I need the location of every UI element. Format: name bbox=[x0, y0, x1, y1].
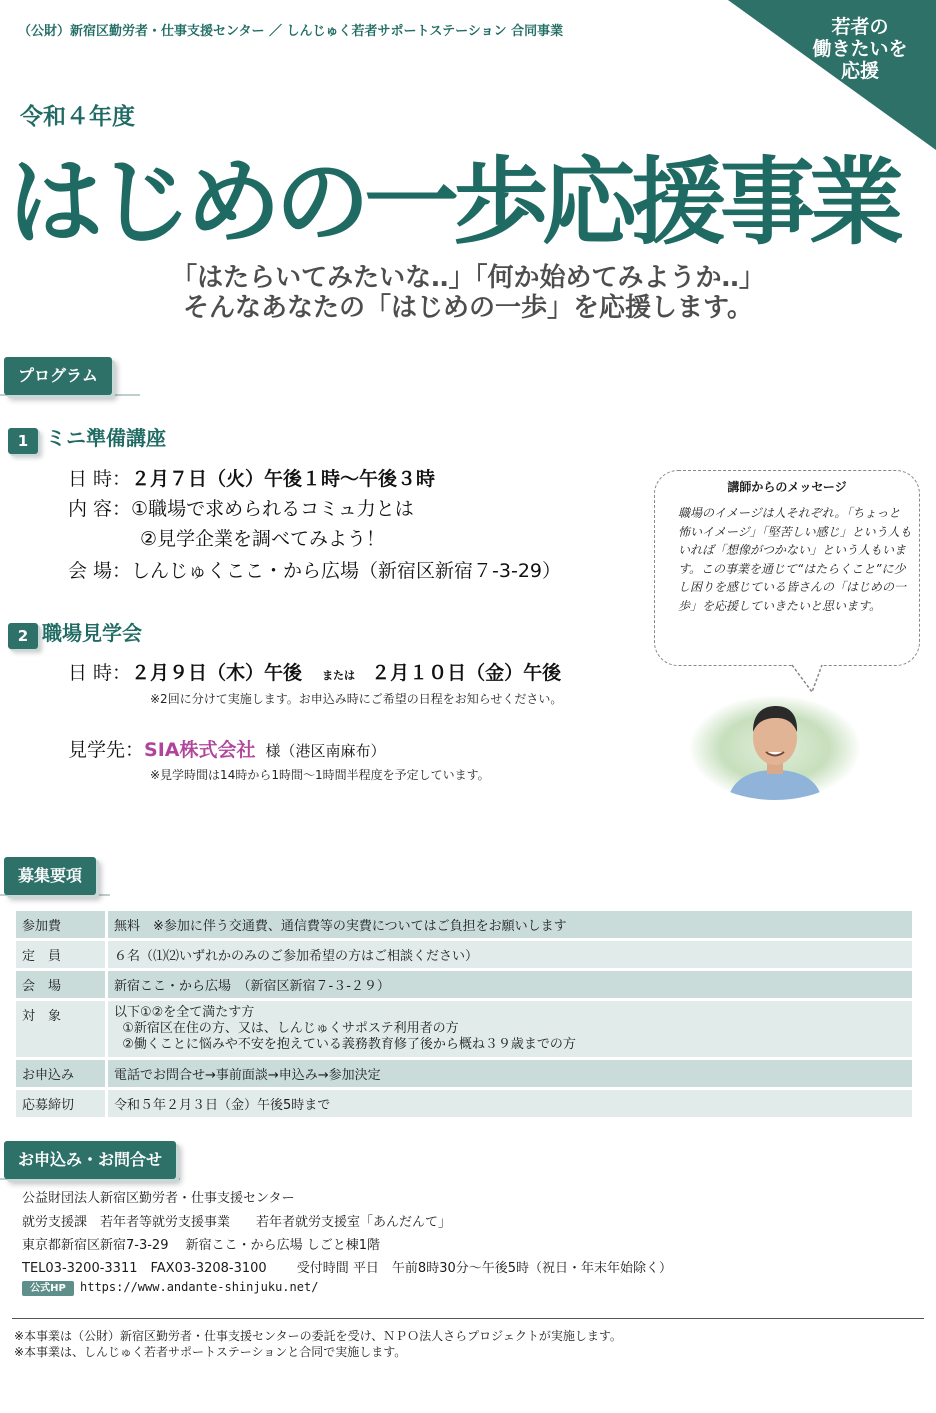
requirements-table bbox=[16, 908, 912, 1120]
visit-date bbox=[68, 658, 561, 685]
footer-divider bbox=[12, 1318, 924, 1319]
contact-address: 東京都新宿区新宿7-3-29 新宿ここ・から広場 しごと棟1階 bbox=[22, 1238, 381, 1253]
table-row bbox=[16, 1060, 912, 1087]
venue-label: 会 場： bbox=[68, 560, 132, 582]
row-label: お申込み bbox=[16, 1060, 108, 1087]
content-line-2: ②見学企業を調べてみよう！ bbox=[140, 528, 386, 550]
subcopy-line-2: そんなあなたの「はじめの一歩」を応援します。 bbox=[183, 293, 753, 323]
row-value: ６名（⑴⑵いずれかのみのご参加希望の方はご相談ください） bbox=[108, 941, 912, 968]
date-label: 日 時： bbox=[68, 662, 132, 684]
table-row bbox=[16, 971, 912, 998]
fiscal-year: 令和４年度 bbox=[20, 104, 135, 130]
row-value: 無料 ※参加に伴う交通費、通信費等の実費についてはご負担をお願いします bbox=[108, 911, 912, 938]
program-number-2: 2 bbox=[8, 623, 38, 649]
table-row bbox=[16, 1090, 912, 1117]
table-row bbox=[16, 1001, 912, 1057]
row-value: 以下①②を全て満たす方 ①新宿区在住の方、又は、しんじゅくサポステ利用者の方 ②働くことに悩みや不安を抱えている義務教育修了後から概ね３９歳までの方 bbox=[108, 1001, 912, 1057]
subcopy-line-1: 「はたらいてみたいな‥」「何か始めてみようか‥」 bbox=[171, 263, 765, 293]
footer-note-1: ※本事業は（公財）新宿区勤労者・仕事支援センターの委託を受け、ＮＰＯ法人さらプロジェクトが実施します。 bbox=[14, 1329, 622, 1343]
message-title: 講師からのメッセージ bbox=[727, 480, 847, 494]
row-label: 会 場 bbox=[16, 971, 108, 998]
row-label: 定 員 bbox=[16, 941, 108, 968]
organizers-line: （公財）新宿区勤労者・仕事支援センター ／ しんじゅく若者サポートステーション 合同事業 bbox=[18, 24, 564, 39]
visit-label: 見学先： bbox=[68, 739, 145, 761]
date-value: ２月７日（火）午後１時～午後３時 bbox=[131, 468, 436, 490]
footer-note-2: ※本事業は、しんじゅく若者サポートステーションと合同で実施します。 bbox=[14, 1345, 407, 1359]
date-label: 日 時： bbox=[68, 468, 132, 490]
or-word: または bbox=[322, 669, 356, 682]
mini-course-content bbox=[68, 494, 414, 521]
section-tab-contact: お申込み・お問合せ bbox=[4, 1141, 176, 1179]
row-label: 参加費 bbox=[16, 911, 108, 938]
corner-badge bbox=[790, 16, 930, 82]
mini-course-venue bbox=[68, 556, 561, 583]
row-label: 応募締切 bbox=[16, 1090, 108, 1117]
company-name: SIA株式会社 bbox=[144, 739, 256, 761]
row-value: 電話でお問合せ→事前面談→申込み→参加決定 bbox=[108, 1060, 912, 1087]
visit-destination bbox=[68, 735, 386, 762]
visit-note: ※見学時間は14時から1時間～1時間半程度を予定しています。 bbox=[150, 768, 490, 782]
venue-value: しんじゅくここ・から広場（新宿区新宿７-3-29） bbox=[131, 560, 562, 582]
row-value: 令和５年２月３日（金）午後5時まで bbox=[108, 1090, 912, 1117]
section-tab-program: プログラム bbox=[4, 357, 112, 395]
table-row bbox=[16, 941, 912, 968]
contact-dept: 就労支援課 若年者等就労支援事業 若年者就労支援室「あんだんて」 bbox=[22, 1215, 452, 1230]
program-title-1: ミニ準備講座 bbox=[46, 426, 166, 450]
hp-badge: 公式HP bbox=[22, 1281, 74, 1296]
corner-badge-line-3: 応援 bbox=[840, 60, 879, 82]
date-option-2: ２月１０日（金）午後 bbox=[371, 662, 562, 684]
row-value: 新宿ここ・から広場 （新宿区新宿７-３-２９） bbox=[108, 971, 912, 998]
contact-phone: TEL03-3200-3311 FAX03-3208-3100 受付時間 平日 午前8時30分～午後5時（祝日・年末年始除く） bbox=[22, 1261, 673, 1276]
page-title: はじめの一歩応援事業 bbox=[8, 148, 899, 258]
table-row bbox=[16, 911, 912, 938]
instructor-illustration bbox=[690, 696, 860, 800]
row-label: 対 象 bbox=[16, 1001, 108, 1057]
instructor-photo bbox=[690, 696, 860, 800]
content-label: 内 容： bbox=[68, 498, 132, 520]
program-title-2: 職場見学会 bbox=[42, 621, 142, 645]
content-line-1: ①職場で求められるコミュ力とは bbox=[131, 498, 414, 520]
bubble-tail bbox=[790, 664, 830, 694]
section-tab-recruit: 募集要項 bbox=[4, 857, 96, 895]
contact-org: 公益財団法人新宿区勤労者・仕事支援センター bbox=[22, 1191, 295, 1206]
program-number-1: 1 bbox=[8, 428, 38, 454]
mini-course-date bbox=[68, 464, 435, 491]
date-option-1: ２月９日（木）午後 bbox=[131, 662, 303, 684]
corner-badge-line-2: 働きたいを bbox=[812, 38, 908, 60]
date-note: ※2回に分けて実施します。お申込み時にご希望の日程をお知らせください。 bbox=[150, 692, 563, 706]
corner-badge-line-1: 若者の bbox=[831, 16, 889, 38]
company-suffix: 様（港区南麻布） bbox=[265, 742, 386, 760]
homepage-link[interactable]: https://www.andante-shinjuku.net/ bbox=[80, 1280, 319, 1294]
message-text: 職場のイメージは人それぞれ。「ちょっと怖いイメージ」「堅苦しい感じ」という人もいれば「想像がつかない」という人もいます。この事業を通じて“はたらくこと”に少し困りを感じている皆さんの「はじめの一歩」を応援していきたいと思います。 bbox=[678, 506, 912, 613]
